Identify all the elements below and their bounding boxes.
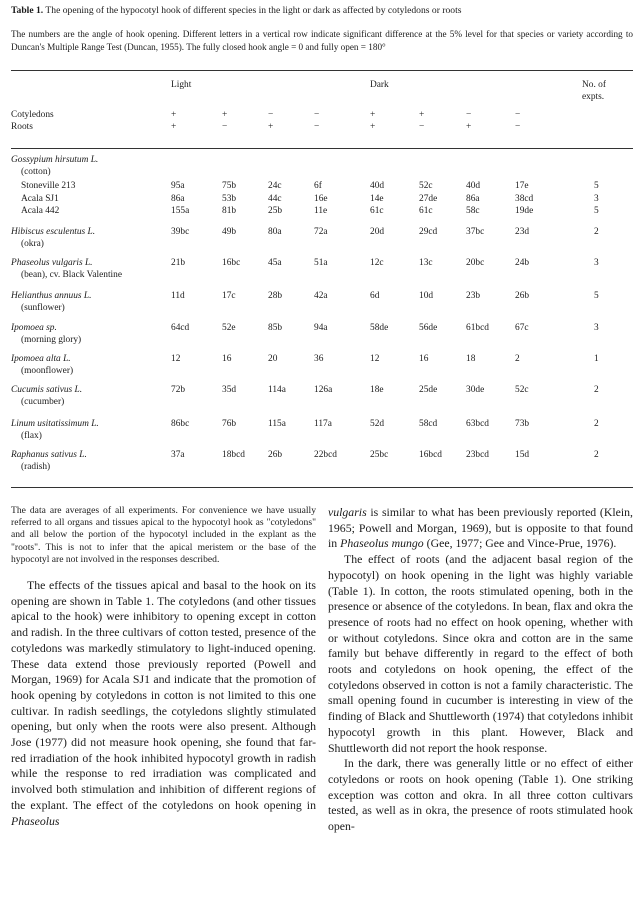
row-name: Gossypium hirsutum L. <box>11 155 99 165</box>
table-cell: 2 <box>515 354 520 364</box>
cotyledons-sign: − <box>515 110 521 120</box>
table-caption <box>11 5 633 17</box>
cotyledons-sign: − <box>268 110 274 120</box>
table-cell: 20bc <box>466 258 485 268</box>
row-name: Helianthus annuus L. <box>11 291 92 301</box>
table-header-rule <box>11 148 633 149</box>
table-cell: 37a <box>171 450 185 460</box>
table-cell: 40d <box>370 181 385 191</box>
table-cell: 20 <box>268 354 278 364</box>
table-cell: 38cd <box>515 194 534 204</box>
table-cell: 45a <box>268 258 282 268</box>
table-title: The opening of the hypocotyl hook of different species in the light or dark as affected by cotyledons or roots <box>45 5 462 16</box>
table-cell: 75b <box>222 181 237 191</box>
row-name: Acala 442 <box>21 206 60 216</box>
table-footnote: The data are averages of all experiments. For convenience we have usually referred to all organs and tissues apical to the hypocotyl hook as "cotyledons" and all below the portion of the hypocotyl included in the explant as the "roots". This is not to infer that the apical meristem or the base of the hypocotyl are not involved in the responses described. <box>11 505 316 565</box>
table-cell: 52c <box>419 181 433 191</box>
table-cell: 10d <box>419 291 434 301</box>
row-expts: 5 <box>594 291 599 301</box>
p1-text-b: (Gee, 1977; Gee and Vince-Prue, 1976). <box>423 536 617 551</box>
table-cell: 18bcd <box>222 450 245 460</box>
row-name: Phaseolus vulgaris L. <box>11 258 93 268</box>
row-name: Acala SJ1 <box>21 194 59 204</box>
roots-sign: + <box>466 122 472 132</box>
table-cell: 16bcd <box>419 450 442 460</box>
roots-sign: − <box>314 122 320 132</box>
table-cell: 16e <box>314 194 328 204</box>
left-paragraph-text: The effects of the tissues apical and basal to the hook on its opening are shown in Table 1. The cotyledons (and other tissues apical to the hook) were inhibitory to opening except in cotton and radish. In the three cultivars of cotton tested, presence of the cotyledons was markedly stimulatory to light-induced opening. These data extend those previously reported (Powell and Morgan, 1969) for Acala SJ1 and indicate that the promotion of hook opening by cotyledons in cotton is not limited to this one cultivar. In radish seedlings, the cotyledons slightly stimulated opening, but only when the roots were also present. Although Jose (1977) did not measure hook opening, she found that far-red irradiation of the hook inhibited hypocotyl growth in radish while the response to red irradiation was complicated and involved both stimulation and inhibition of different regions of the explant. The effect of the cotyledons on hook opening in <box>11 578 316 812</box>
cotyledons-sign: + <box>171 110 177 120</box>
table-cell: 81b <box>222 206 237 216</box>
table-cell: 51a <box>314 258 328 268</box>
table-cell: 25bc <box>370 450 389 460</box>
table-cell: 12 <box>370 354 380 364</box>
table-cell: 85b <box>268 323 283 333</box>
table-cell: 52c <box>515 385 529 395</box>
table-cell: 17e <box>515 181 529 191</box>
table-cell: 6f <box>314 181 322 191</box>
table-cell: 20d <box>370 227 385 237</box>
row-name: Raphanus sativus L. <box>11 450 87 460</box>
row-sub: (morning glory) <box>21 335 82 345</box>
roots-sign: + <box>268 122 274 132</box>
table-cell: 52e <box>222 323 236 333</box>
row-name: Cucumis sativus L. <box>11 385 83 395</box>
table-cell: 61c <box>419 206 433 216</box>
row-expts: 1 <box>594 354 599 364</box>
table-cell: 58de <box>370 323 389 333</box>
table-cell: 86a <box>171 194 185 204</box>
table-cell: 19de <box>515 206 534 216</box>
table-cell: 126a <box>314 385 333 395</box>
table-cell: 12c <box>370 258 384 268</box>
cotyledons-sign: + <box>222 110 228 120</box>
table-cell: 11e <box>314 206 328 216</box>
row-expts: 2 <box>594 385 599 395</box>
table-cell: 73b <box>515 419 530 429</box>
table-cell: 18 <box>466 354 476 364</box>
row-expts: 3 <box>594 194 599 204</box>
table-cell: 61c <box>370 206 384 216</box>
row-sub: (radish) <box>21 462 51 472</box>
table-cell: 13c <box>419 258 433 268</box>
roots-sign: + <box>171 122 177 132</box>
table-cell: 52d <box>370 419 385 429</box>
header-expts-1: No. of <box>582 80 606 90</box>
table-label: Table 1. <box>11 5 44 16</box>
table-cell: 40d <box>466 181 481 191</box>
header-light: Light <box>171 80 192 90</box>
table-cell: 16 <box>222 354 232 364</box>
roots-sign: + <box>370 122 376 132</box>
table-cell: 30de <box>466 385 485 395</box>
table-cell: 44c <box>268 194 282 204</box>
table-bottom-rule <box>11 487 633 488</box>
table-cell: 18e <box>370 385 384 395</box>
table-top-rule <box>11 70 633 71</box>
table-note: The numbers are the angle of hook opening. Different letters in a vertical row indicate significant difference at the 5% level for that species or variety according to Duncan's Multiple Range Test (Duncan, 1955). The fully closed hook angle = 0 and fully open = 180° <box>11 29 633 52</box>
table-cell: 37bc <box>466 227 485 237</box>
table-cell: 28b <box>268 291 283 301</box>
table-cell: 67c <box>515 323 529 333</box>
table-cell: 86bc <box>171 419 190 429</box>
cotyledons-sign: + <box>370 110 376 120</box>
cotyledons-sign: − <box>314 110 320 120</box>
table-cell: 64cd <box>171 323 190 333</box>
row-sub: (cucumber) <box>21 397 65 407</box>
row-expts: 2 <box>594 450 599 460</box>
header-expts-2: expts. <box>582 92 605 102</box>
right-column <box>328 505 633 835</box>
table-cell: 86a <box>466 194 480 204</box>
row-expts: 3 <box>594 258 599 268</box>
cotyledons-sign: − <box>466 110 472 120</box>
row-sub: (sunflower) <box>21 303 65 313</box>
left-body <box>11 578 316 829</box>
row-sub: (bean), cv. Black Valentine <box>21 270 122 280</box>
header-cotyledons-label: Cotyledons <box>11 110 54 120</box>
table-cell: 21b <box>171 258 186 268</box>
left-column <box>11 505 316 829</box>
table-cell: 76b <box>222 419 237 429</box>
left-paragraph <box>11 578 316 829</box>
row-expts: 5 <box>594 206 599 216</box>
table-cell: 23b <box>466 291 481 301</box>
table-cell: 22bcd <box>314 450 337 460</box>
table-cell: 12 <box>171 354 181 364</box>
header-roots-label: Roots <box>11 122 33 132</box>
table-cell: 72b <box>171 385 186 395</box>
p1-text-a: is similar to what has been previously reported (Klein, 1965; Powell and Morgan, 1969), but is opposite to that found in <box>328 505 633 551</box>
table-cell: 15d <box>515 450 530 460</box>
table-cell: 25b <box>268 206 283 216</box>
table-cell: 26b <box>268 450 283 460</box>
table-cell: 58cd <box>419 419 438 429</box>
table-cell: 6d <box>370 291 380 301</box>
row-sub: (flax) <box>21 431 42 441</box>
row-name: Hibiscus esculentus L. <box>11 227 96 237</box>
table-cell: 39bc <box>171 227 190 237</box>
right-paragraph-2: The effect of roots (and the adjacent basal region of the hypocotyl) on hook opening in the light was highly variable (Table 1). In cotton, the roots stimulated opening, both in the presence or absence of the cotyledons. In bean, flax and okra the presence of roots had no effect on hook opening, whether with or without cotyledons. Since okra and cotton are in the same family but behave differently in regard to the effect of both roots and cotyledons on hook opening, the effect of the cotyledons observed in cotton is not a family characteristic. The small opening found in cucumber is interesting in view of the finding of Black and Shuttleworth (1974) that cotyledons inhibit hypocotyl growth in this plant. However, Black and Shuttleworth did not report the hook response. <box>328 552 633 755</box>
row-expts: 5 <box>594 181 599 191</box>
table-cell: 49b <box>222 227 237 237</box>
table-cell: 115a <box>268 419 286 429</box>
table-cell: 58c <box>466 206 480 216</box>
header-dark: Dark <box>370 80 389 90</box>
table-cell: 24c <box>268 181 282 191</box>
table-cell: 80a <box>268 227 282 237</box>
table-cell: 56de <box>419 323 438 333</box>
row-sub: (moonflower) <box>21 366 74 376</box>
table-cell: 72a <box>314 227 328 237</box>
row-sub: (okra) <box>21 239 44 249</box>
p1-italic-mid: Phaseolus mungo <box>340 536 424 551</box>
table-cell: 16 <box>419 354 429 364</box>
table-cell: 155a <box>171 206 190 216</box>
table-cell: 26b <box>515 291 530 301</box>
roots-sign: − <box>222 122 228 132</box>
table-cell: 95a <box>171 181 185 191</box>
roots-sign: − <box>419 122 425 132</box>
table-cell: 117a <box>314 419 332 429</box>
row-name: Linum usitatissimum L. <box>11 419 99 429</box>
table-cell: 24b <box>515 258 530 268</box>
table-cell: 42a <box>314 291 328 301</box>
row-expts: 3 <box>594 323 599 333</box>
right-paragraph-3: In the dark, there was generally little or no effect of either cotyledons or roots on hook opening (Table 1). One striking exception was cotton and okra. In all three cotton cultivars tested, as well as in okra, the presence of roots stimulated hook open- <box>328 756 633 834</box>
row-name: Stoneville 213 <box>21 181 76 191</box>
row-sub: (cotton) <box>21 167 51 177</box>
table-cell: 11d <box>171 291 185 301</box>
table-cell: 35d <box>222 385 237 395</box>
table-cell: 63bcd <box>466 419 489 429</box>
cotyledons-sign: + <box>419 110 425 120</box>
table-cell: 36 <box>314 354 324 364</box>
row-expts: 2 <box>594 227 599 237</box>
table-cell: 16bc <box>222 258 241 268</box>
p1-italic-start: vulgaris <box>328 505 367 519</box>
table-cell: 114a <box>268 385 286 395</box>
row-name: Ipomoea sp. <box>11 323 57 333</box>
row-name: Ipomoea alta L. <box>11 354 71 364</box>
table-cell: 94a <box>314 323 328 333</box>
row-expts: 2 <box>594 419 599 429</box>
table-cell: 17c <box>222 291 236 301</box>
table-cell: 61bcd <box>466 323 489 333</box>
table-cell: 27de <box>419 194 438 204</box>
table-cell: 23d <box>515 227 530 237</box>
table-cell: 14e <box>370 194 384 204</box>
left-paragraph-italic: Phaseolus <box>11 813 60 828</box>
right-paragraph-1 <box>328 505 633 552</box>
roots-sign: − <box>515 122 521 132</box>
table-cell: 23bcd <box>466 450 489 460</box>
table-cell: 29cd <box>419 227 438 237</box>
table-cell: 53b <box>222 194 237 204</box>
table-cell: 25de <box>419 385 438 395</box>
